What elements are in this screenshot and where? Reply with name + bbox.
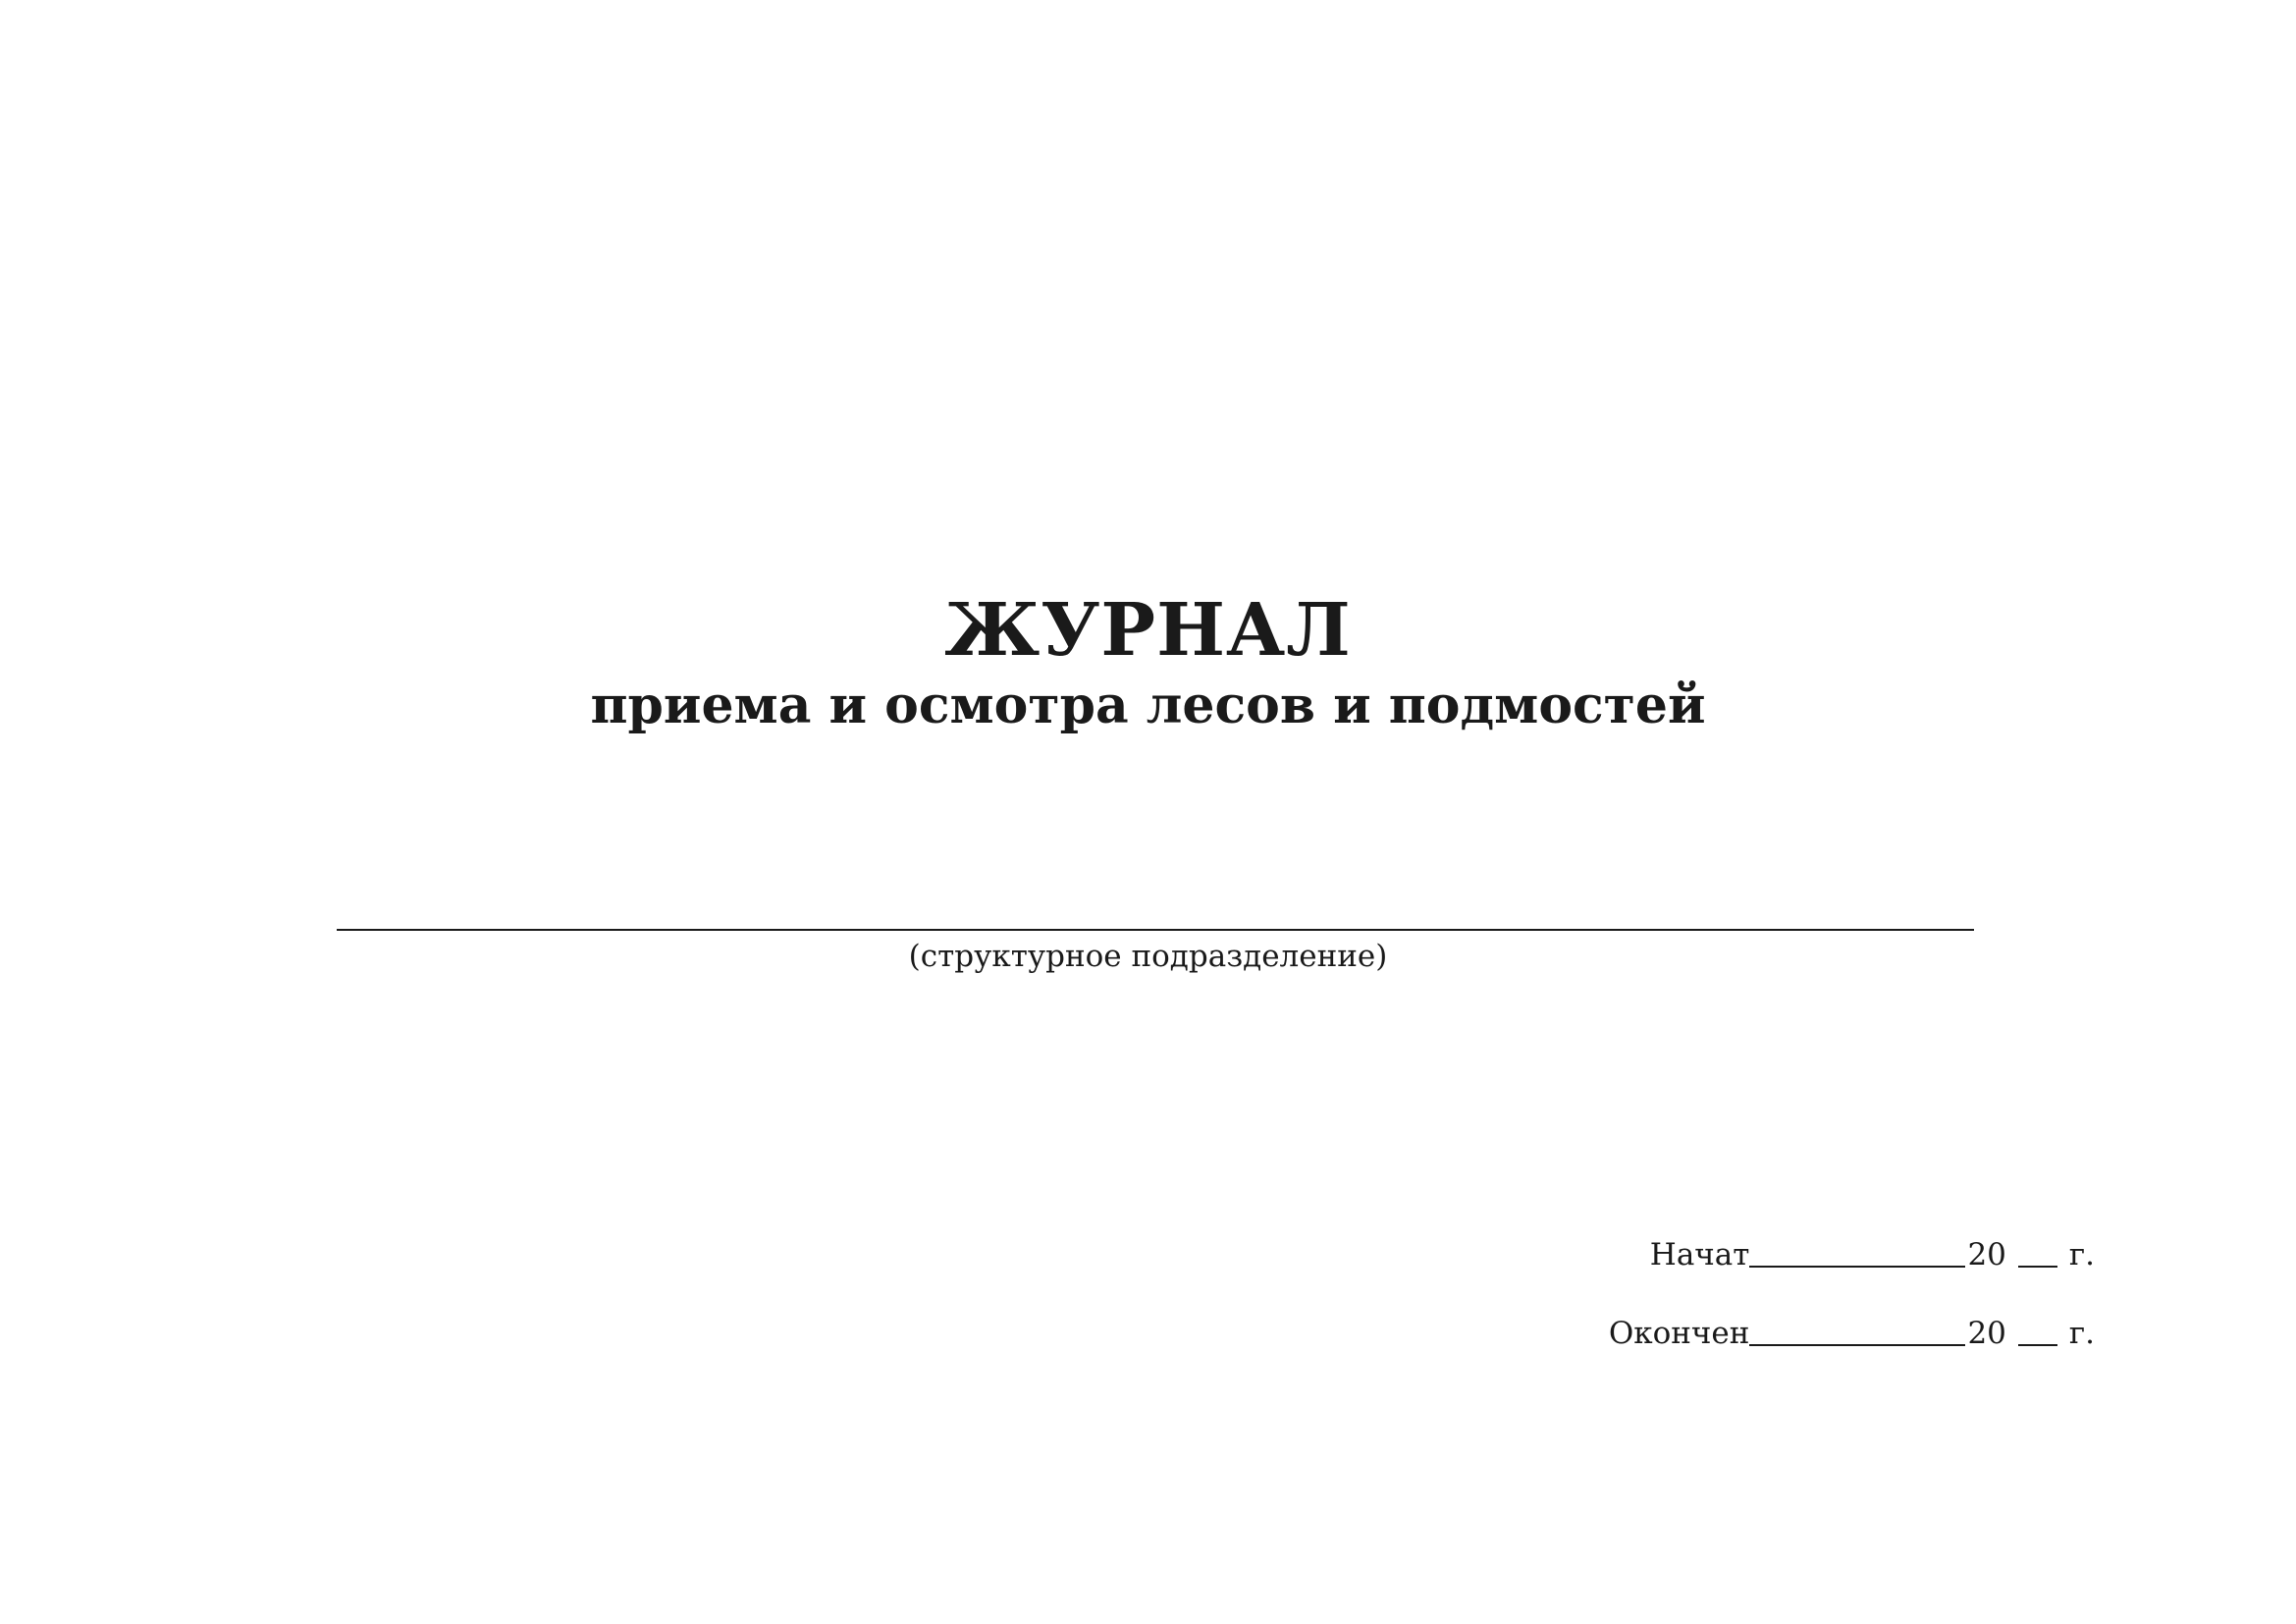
division-caption: (структурное подразделение) [908,939,1388,974]
start-date-row [1650,1227,2095,1276]
end-year-prefix: 20 [1967,1316,2006,1351]
start-year-blank [2018,1266,2057,1268]
end-date-row [1609,1306,2095,1355]
start-year-prefix: 20 [1967,1237,2006,1272]
end-year-suffix: г. [2068,1316,2095,1351]
end-year-blank [2018,1344,2057,1346]
start-date-label: Начат [1649,1237,1750,1272]
start-date-blank [1749,1266,1965,1268]
end-date-blank [1749,1344,1965,1346]
start-year-suffix: г. [2068,1237,2095,1272]
page-subtitle: приема и осмотра лесов и подмостей [590,676,1706,735]
page-title: ЖУРНАЛ [944,588,1352,673]
end-date-label: Окончен [1608,1316,1750,1351]
division-fill-line [337,929,1974,931]
